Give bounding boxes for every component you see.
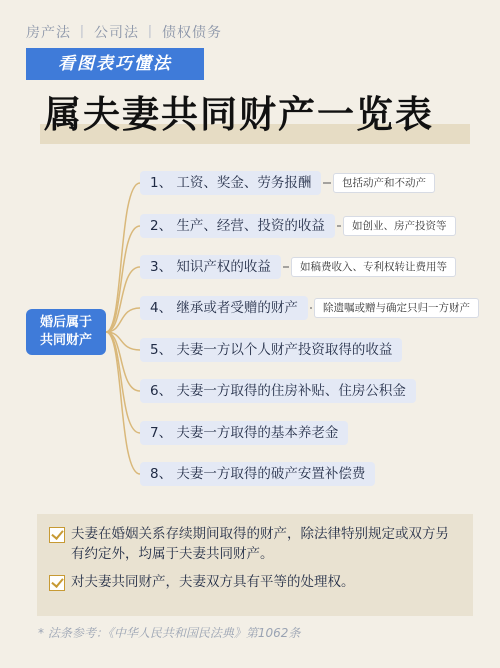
tree-item-business-income: 2、 生产、经营、投资的收益 bbox=[140, 214, 335, 238]
note-inheritance: 除遗嘱或赠与确定只归一方财产 bbox=[314, 298, 479, 318]
checkmark-icon bbox=[49, 527, 65, 543]
connector-line bbox=[106, 332, 140, 474]
tree-item-bankruptcy-compensation: 8、 夫妻一方取得的破产安置补偿费 bbox=[140, 462, 375, 486]
tag-separator: 丨 bbox=[143, 25, 158, 41]
tree-item-housing-fund: 6、 夫妻一方取得的住房补贴、住房公积金 bbox=[140, 379, 416, 403]
root-label-line2: 共同财产 bbox=[39, 333, 92, 348]
page-title: 属夫妻共同财产一览表 bbox=[44, 93, 434, 136]
summary-text: 对夫妻共同财产，夫妻双方具有平等的处理权。 bbox=[71, 574, 355, 590]
tree-root bbox=[26, 309, 106, 355]
connector-line bbox=[106, 183, 140, 332]
summary-point bbox=[49, 572, 461, 592]
tree-item-inheritance: 4、 继承或者受赠的财产 bbox=[140, 296, 308, 320]
note-ip-income: 如稿费收入、专利权转让费用等 bbox=[291, 257, 456, 277]
note-salary: 包括动产和不动产 bbox=[333, 173, 435, 193]
legal-source: * 法条参考：《中华人民共和国民法典》第1062条 bbox=[38, 626, 301, 640]
tag-separator: 丨 bbox=[75, 25, 90, 41]
tag-company-law[interactable]: 公司法 bbox=[94, 25, 139, 41]
connector-line bbox=[106, 267, 140, 332]
tag-debt[interactable]: 债权债务 bbox=[162, 25, 222, 41]
subtitle-banner: 看图表巧懂法 bbox=[26, 48, 204, 80]
summary-panel bbox=[37, 514, 473, 616]
tree-item-investment-income: 5、 夫妻一方以个人财产投资取得的收益 bbox=[140, 338, 402, 362]
summary-point bbox=[49, 524, 461, 564]
tree-item-salary: 1、 工资、奖金、劳务报酬 bbox=[140, 171, 321, 195]
tag-real-estate[interactable]: 房产法 bbox=[26, 25, 71, 41]
summary-text: 夫妻在婚姻关系存续期间取得的财产，除法律特别规定或双方另有约定外，均属于夫妻共同财产。 bbox=[71, 526, 449, 562]
root-label-line1: 婚后属于 bbox=[39, 315, 92, 330]
tree-item-ip-income: 3、 知识产权的收益 bbox=[140, 255, 281, 279]
checkmark-icon bbox=[49, 575, 65, 591]
connector-line bbox=[106, 332, 140, 391]
note-business-income: 如创业、房产投资等 bbox=[343, 216, 456, 236]
tree-item-pension: 7、 夫妻一方取得的基本养老金 bbox=[140, 421, 348, 445]
